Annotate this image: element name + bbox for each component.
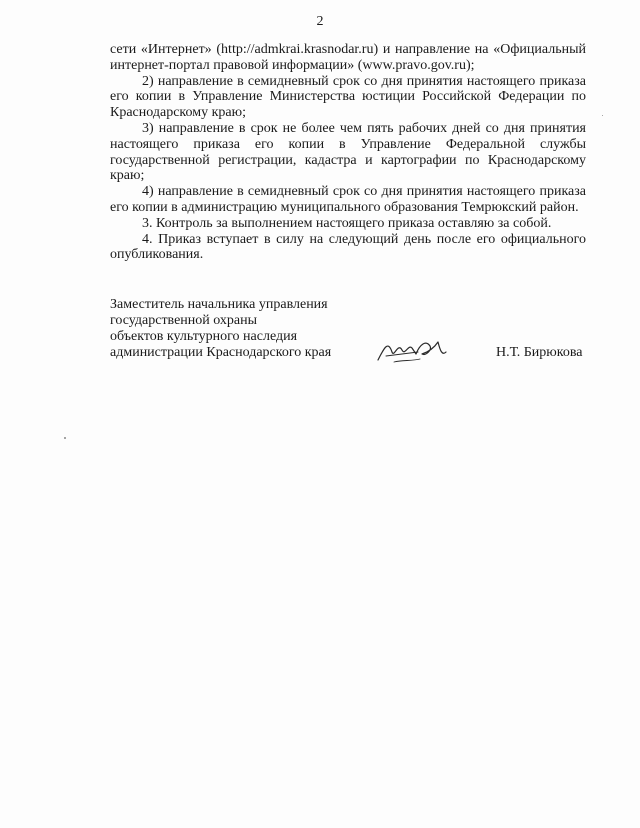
signer-title-line: государственной охраны xyxy=(110,313,258,328)
scan-speck xyxy=(602,115,603,116)
signer-title-line: администрации Краснодарского края xyxy=(110,345,332,360)
paragraph: сети «Интернет» (http://admkrai.krasnodar.ru) и направление на «Официальный интернет-портал правовой информации» (www.pravo.gov.ru); xyxy=(110,42,586,73)
handwritten-signature xyxy=(372,330,452,370)
paragraph: 2) направление в семидневный срок со дня принятия настоящего приказа его копии в Управление Министерства юстиции Российской Федерации по Краснодарскому краю; xyxy=(110,73,586,121)
paragraph: 4. Приказ вступает в силу на следующий день после его официального опубликования. xyxy=(110,231,586,263)
signer-title xyxy=(110,297,331,361)
signer-title-line: Заместитель начальника управления xyxy=(110,297,328,312)
paragraph: 3. Контроль за выполнением настоящего приказа оставляю за собой. xyxy=(142,215,552,231)
paragraph: 4) направление в семидневный срок со дня принятия настоящего приказа его копии в администрацию муниципального образования Темрюкский район. xyxy=(110,184,586,215)
paragraph: 3) направление в срок не более чем пять рабочих дней со дня принятия настоящего приказа его копии в Управление Федеральной службы государственной регистрации, кадастра и картографии по Краснодарскому краю; xyxy=(110,120,586,184)
document-body xyxy=(110,42,586,263)
page-number: 2 xyxy=(316,14,324,29)
signer-name: Н.Т. Бирюкова xyxy=(496,345,583,360)
signer-title-line: объектов культурного наследия xyxy=(110,329,298,344)
scan-speck xyxy=(64,437,66,439)
